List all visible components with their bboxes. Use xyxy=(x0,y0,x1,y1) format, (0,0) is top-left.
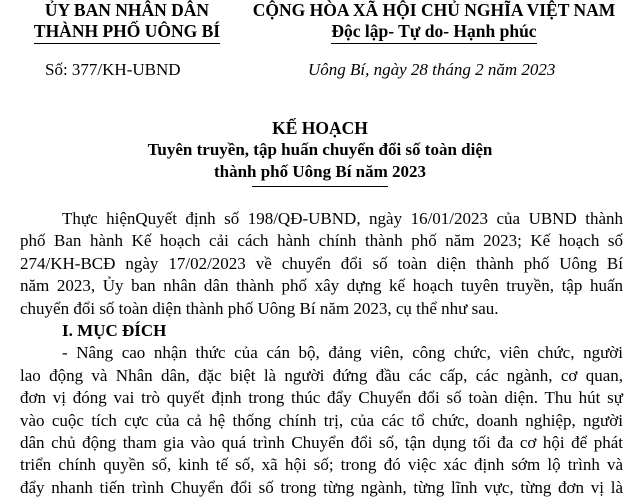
title-underline xyxy=(252,186,388,187)
section-line: triển chính quyền số, kinh tế số, xã hội số; trong đó việc xác định sớm lộ trình và xyxy=(20,455,623,475)
section-heading: I. MỤC ĐÍCH xyxy=(62,321,167,341)
section-line: đẩy nhanh tiến trình Chuyển đổi số trong từng ngành, từng lĩnh vực, từng đơn vị là xyxy=(20,477,623,497)
document-number: Số: 377/KH-UBND xyxy=(45,60,181,79)
motto-line: Độc lập- Tự do- Hạnh phúc xyxy=(331,21,536,44)
intro-line: năm 2023, Ủy ban nhân dân thành phố xây dựng kế hoạch tuyên truyền, tập huấn xyxy=(20,276,623,296)
section-line: đơn vị đóng vai trò quyết định trong thúc đẩy Chuyển đổi số toàn diện. Thu hút sự xyxy=(20,388,623,408)
place-date: Uông Bí, ngày 28 tháng 2 năm 2023 xyxy=(308,60,556,79)
section-line: vào cuộc tích cực của cả hệ thống chính trị, của các tổ chức, doanh nghiệp, người xyxy=(20,410,623,430)
issuing-authority xyxy=(12,0,242,44)
section-line: - Nâng cao nhận thức của cán bộ, đảng viên, công chức, viên chức, người xyxy=(62,343,623,363)
document-body xyxy=(20,208,623,499)
section-line: dân chủ động tham gia vào quá trình Chuyển đổi số, tận dụng tối đa cơ hội để phát xyxy=(20,433,623,453)
authority-line-1: ỦY BAN NHÂN DÂN xyxy=(44,0,210,20)
intro-paragraph xyxy=(20,208,623,320)
country-name: CỘNG HÒA XÃ HỘI CHỦ NGHĨA VIỆT NAM xyxy=(252,0,616,20)
section-paragraph xyxy=(20,342,623,499)
section-line: lao động và Nhân dân, đặc biệt là người đứng đầu các cấp, các ngành, cơ quan, xyxy=(20,365,623,385)
authority-line-2: THÀNH PHỐ UÔNG BÍ xyxy=(34,21,220,44)
title-heading: KẾ HOẠCH xyxy=(272,118,368,138)
intro-line: phố Ban hành Kế hoạch cải cách hành chính thành phố năm 2023; Kế hoạch số xyxy=(20,231,623,251)
intro-line: 274/KH-BCĐ ngày 17/02/2023 về chuyển đổi số toàn diện thành phố Uông Bí xyxy=(20,253,623,273)
national-motto xyxy=(234,0,634,44)
intro-line: Thực hiệnQuyết định số 198/QĐ-UBND, ngày 16/01/2023 của UBND thành xyxy=(62,209,623,228)
document-title xyxy=(0,117,640,187)
title-subtitle-line-2: thành phố Uông Bí năm 2023 xyxy=(213,162,427,181)
intro-line: chuyển đổi số toàn diện thành phố Uông Bí năm 2023, cụ thể như sau. xyxy=(20,298,499,318)
title-subtitle-line-1: Tuyên truyền, tập huấn chuyển đổi số toàn diện xyxy=(147,140,493,159)
